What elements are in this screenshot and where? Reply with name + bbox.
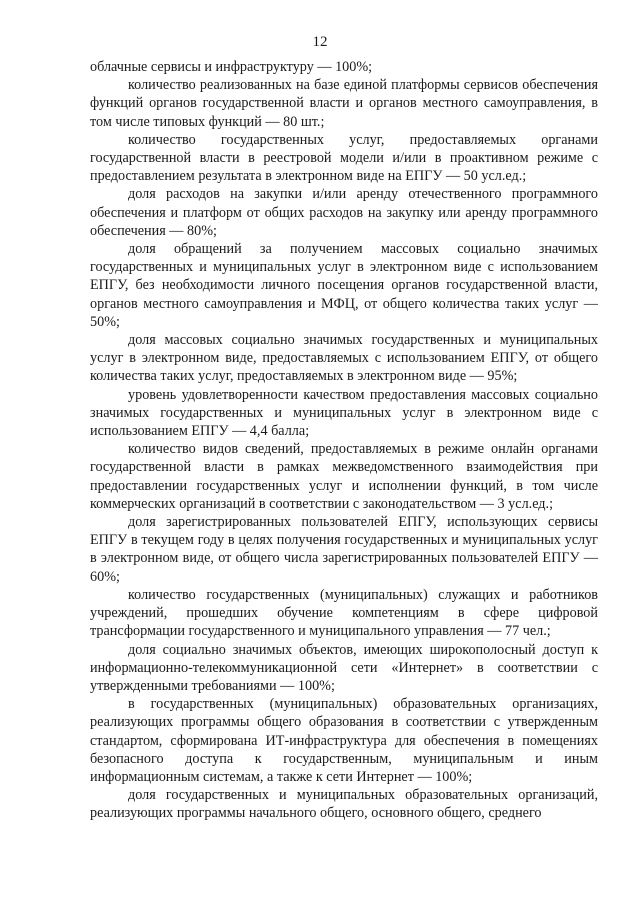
paragraph: количество государственных услуг, предоставляемых органами государственной власти в реестровой модели и/или в проактивном режиме с предоставлением результата в электронном виде на ЕПГУ — 50 усл.ед.; bbox=[90, 131, 598, 185]
paragraph: доля социально значимых объектов, имеющих широкополосный доступ к информационно-телекоммуникационной сети «Интернет» в соответствии с утвержденными требованиями — 100%; bbox=[90, 641, 598, 694]
paragraph: доля расходов на закупки и/или аренду отечественного программного обеспечения и платформ от общих расходов на закупку или аренду программного обеспечения — 80%; bbox=[90, 186, 598, 239]
paragraph: в государственных (муниципальных) образовательных организациях, реализующих программы общего образования в соответствии с утвержденным стандартом, сформирована ИТ-инфраструктура для обеспечения в помещениях безопасного доступа к государственным, муниципальным и иным информационным системам, а также к сети Интернет — 100%; bbox=[90, 696, 598, 785]
paragraph: уровень удовлетворенности качеством предоставления массовых социально значимых государственных и муниципальных услуг в электронном виде с использованием ЕПГУ — 4,4 балла; bbox=[90, 386, 598, 440]
paragraph: количество государственных (муниципальных) служащих и работников учреждений, прошедших обучение компетенциям в сфере цифровой трансформации государственного и муниципального управления — 77 чел.; bbox=[90, 586, 598, 640]
paragraph: облачные сервисы и инфраструктуру — 100%; bbox=[90, 59, 373, 75]
paragraph: количество реализованных на базе единой платформы сервисов обеспечения функций органов государственной власти и органов местного самоуправления, в том числе типовых функций — 80 шт.; bbox=[90, 77, 598, 130]
paragraph: доля государственных и муниципальных образовательных организаций, реализующих программы начального общего, основного общего, среднего bbox=[90, 787, 598, 822]
document-body bbox=[90, 58, 598, 823]
page-number: 12 bbox=[312, 34, 328, 50]
paragraph: доля массовых социально значимых государственных и муниципальных услуг в электронном виде, предоставляемых с использованием ЕПГУ, от общего количества таких услуг, предоставляемых в электронном виде — 95%; bbox=[90, 332, 598, 385]
paragraph: количество видов сведений, предоставляемых в режиме онлайн органами государственной власти в рамках межведомственного взаимодействия при предоставлении государственных услуг и исполнении функций, в том числе коммерческих организаций в соответствии с законодательством — 3 усл.ед.; bbox=[90, 441, 598, 512]
paragraph: доля зарегистрированных пользователей ЕПГУ, использующих сервисы ЕПГУ в текущем году в целях получения государственных и муниципальных услуг в электронном виде, от общего числа зарегистрированных пользователей ЕПГУ — 60%; bbox=[90, 514, 598, 585]
paragraph: доля обращений за получением массовых социально значимых государственных и муниципальных услуг в электронном виде с использованием ЕПГУ, без необходимости личного посещения органов государственной власти, органов местного самоуправления и МФЦ, от общего количества таких услуг — 50%; bbox=[90, 241, 598, 330]
